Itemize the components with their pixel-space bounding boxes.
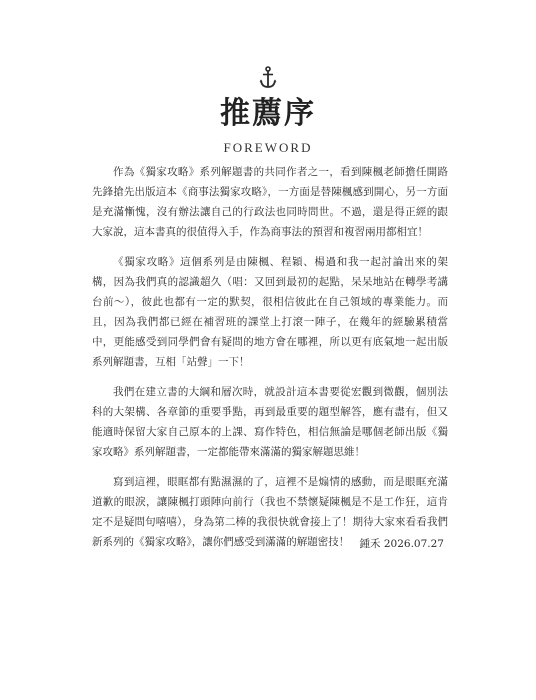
foreword-body: [92, 162, 448, 562]
page-title: 推薦序: [220, 96, 316, 131]
paragraph-3: 我們在建立書的大綱和層次時，就設計這本書要從宏觀到微觀，個別法科的大架構、各章節的重要爭點，再到最重要的題型解答，應有盡有，但又能適時保留大家自己原本的上課、寫作特色，相信無論是哪個老師出版《獨家攻略》系列解題書，一定都能帶來滿滿的獨家解題思維！: [92, 386, 448, 458]
paragraph-4: 寫到這裡，眼眶都有點濕濕的了，這裡不是煽情的感動，而是眼眶充滿道歉的眼淚，讓陳楓打頭陣向前行（我也不禁懷疑陳楓是不是工作狂，這肯定不是疑問句嘻嘻），身為第二棒的我很快就會接上了！期待大家來看看我們新系列的《獨家攻略》，讓你們感受到滿滿的解題密技！: [92, 476, 448, 548]
signature: 鍾禾 2026.07.27: [359, 538, 444, 550]
paragraph-2: 《獨家攻略》這個系列是由陳楓、程穎、楊過和我一起討論出來的架構，因為我們真的認識超久（唱：又回到最初的起點，呆呆地站在轉學考講台前～），彼此也都有一定的默契，很相信彼此在自己領域的專業能力。而且，因為我們都已經在補習班的課堂上打滾一陣子，在幾年的經驗累積當中，更能感受到同學們會有疑問的地方會在哪裡，所以更有底氣地一起出版系列解題書，互相「站聲」一下！: [92, 256, 448, 368]
page-subtitle: FOREWORD: [223, 140, 313, 155]
paragraph-1: 作為《獨家攻略》系列解題書的共同作者之一，看到陳楓老師擔任開路先鋒搶先出版這本《商事法獨家攻略》，一方面是替陳楓感到開心，另一方面是充滿慚愧，沒有辦法讓自己的行政法也同時問世。不過，還是得正經的跟大家說，這本書真的很值得入手，作為商事法的預習和複習兩用都相宜！: [92, 166, 448, 238]
anchor-icon: [0, 66, 536, 92]
